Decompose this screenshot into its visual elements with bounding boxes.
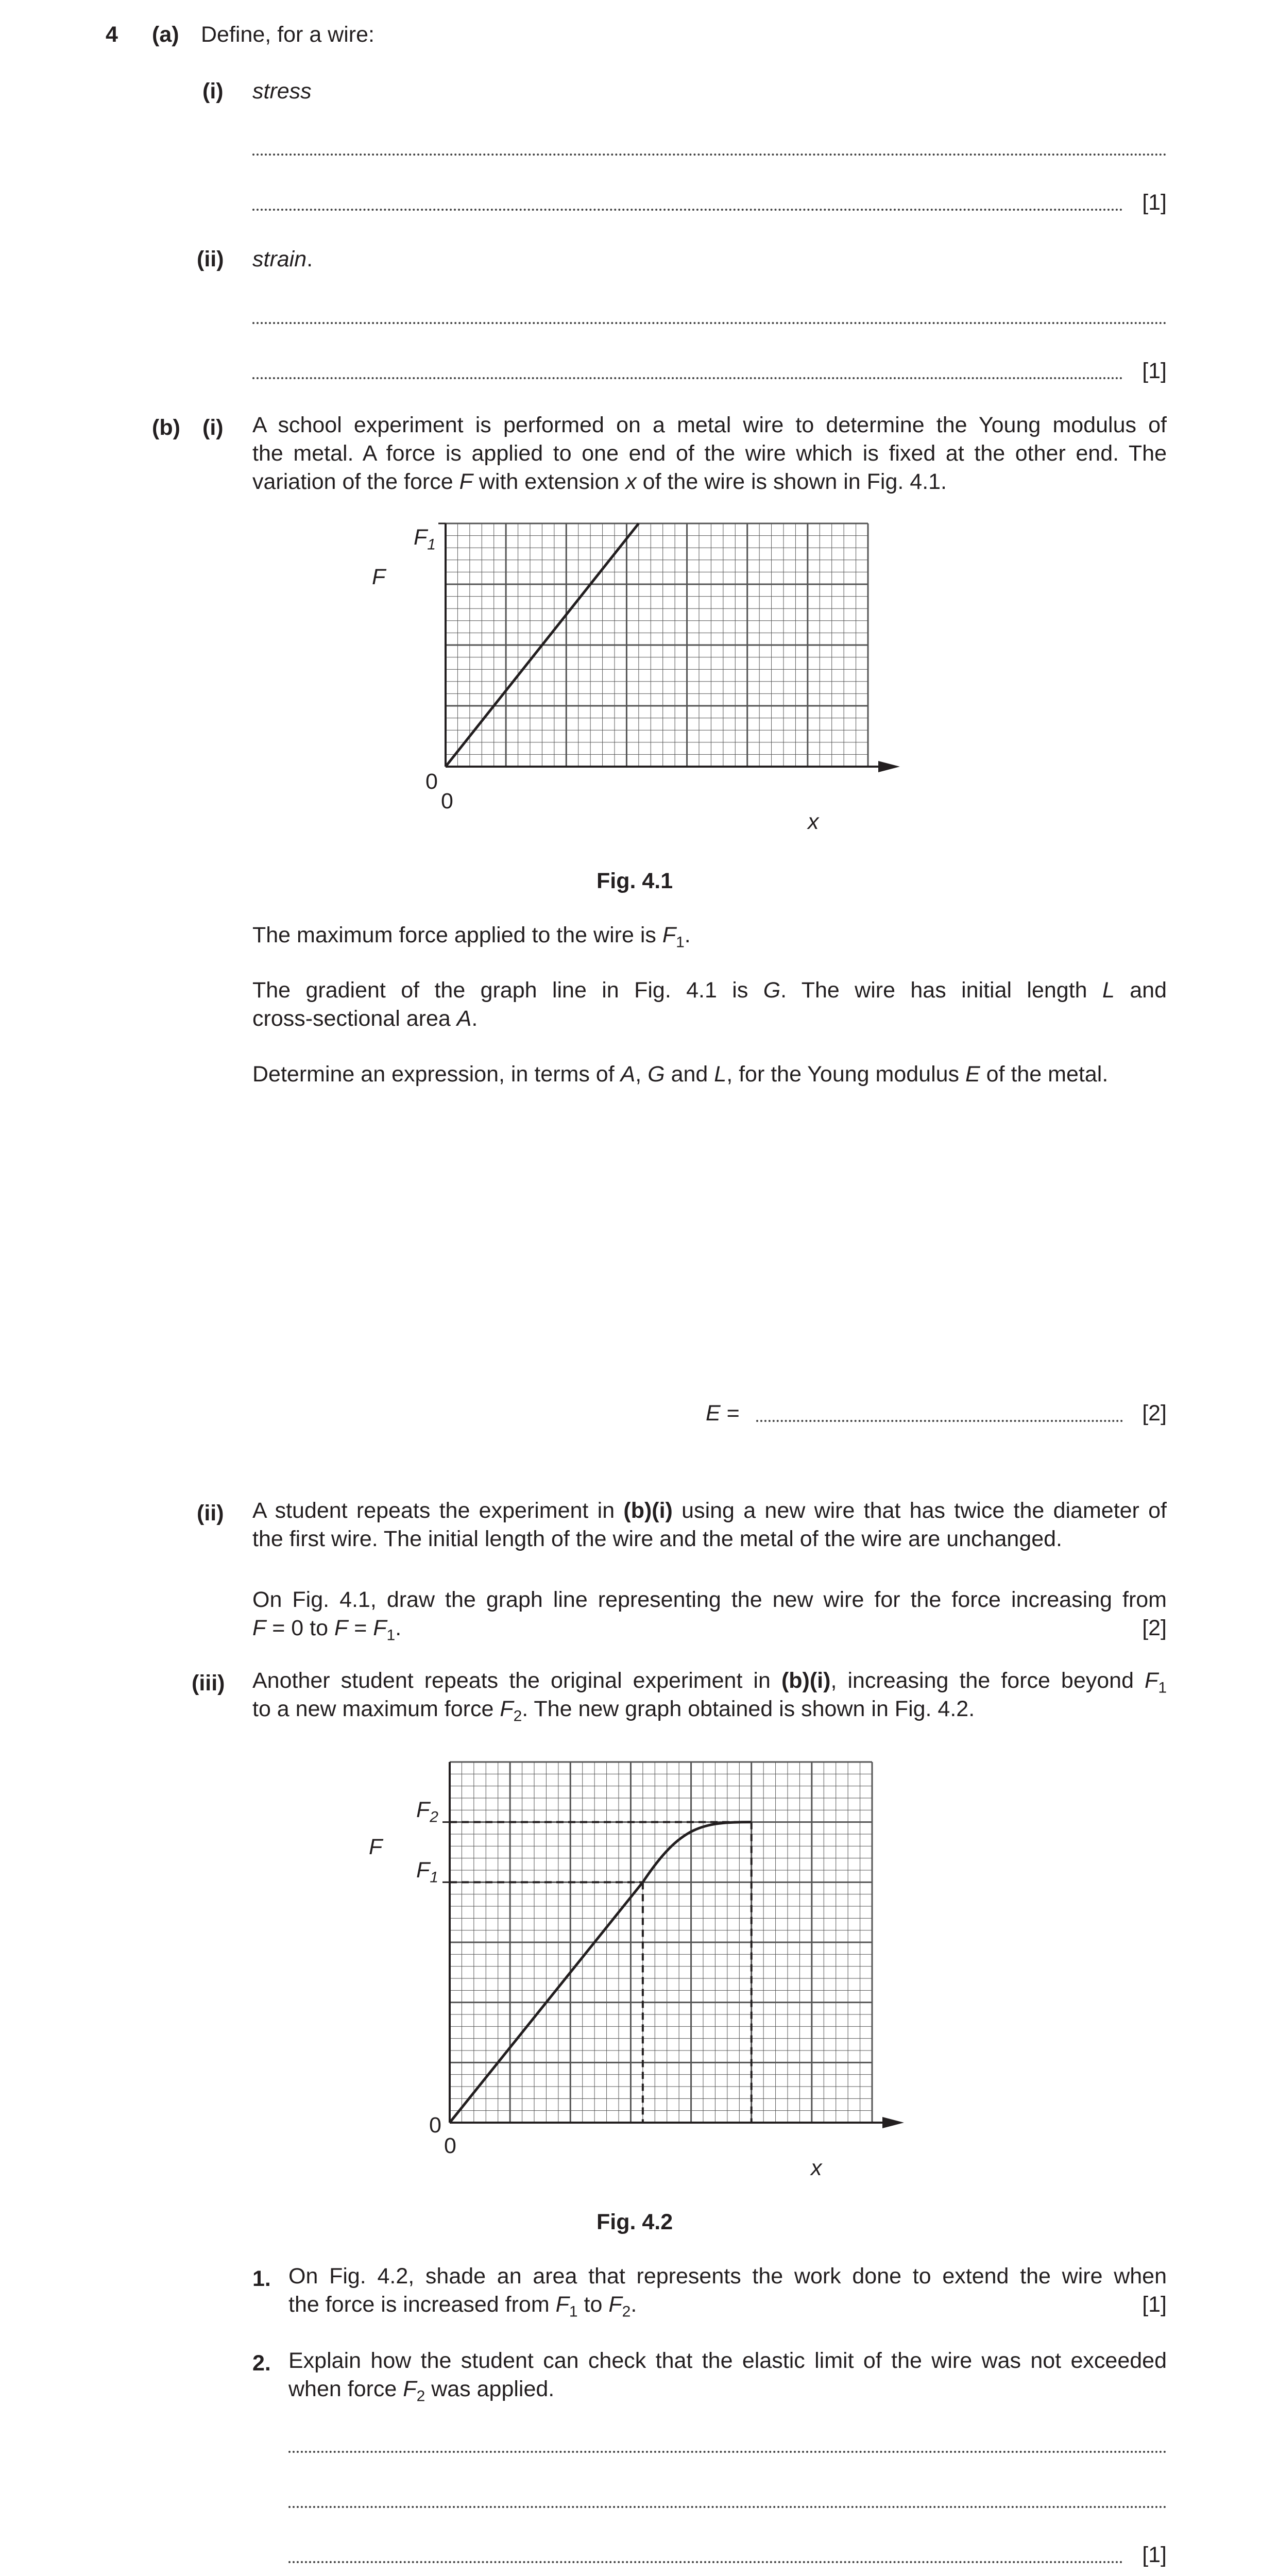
answer-line[interactable]: [288, 2561, 1123, 2563]
fig1-y-origin-label: 0: [425, 769, 438, 794]
text-line: variation of the force F with extension x of the wire is shown in Fig. 4.1.: [252, 469, 947, 494]
text-line: Another student repeats the original experiment in (b)(i), increasing the force beyond $F_1$: [252, 1668, 1167, 1697]
sub-point-1-paragraph: [288, 2262, 1167, 2319]
text-line: the force is increased from $F_1$ to $F_2$.: [288, 2292, 637, 2320]
text-line: On Fig. 4.2, shade an area that represents the work done to extend the wire when: [288, 2264, 1167, 2289]
max-force-text: The maximum force applied to the wire is $F_1$.: [252, 923, 691, 951]
text-line: F = 0 to $F = F_1$.: [252, 1616, 402, 1644]
gradient-paragraph: [252, 976, 1167, 1033]
mark-allocation: [1]: [1142, 2292, 1167, 2317]
sub-point-2-number: 2.: [252, 2351, 271, 2376]
answer-line[interactable]: [252, 209, 1123, 211]
answer-line[interactable]: [288, 2451, 1167, 2453]
mark-allocation: [1]: [1142, 359, 1167, 383]
question-number: 4: [106, 22, 118, 47]
fig1-y-axis-label: F: [372, 565, 386, 589]
fig-4-2-caption: Fig. 4.2: [597, 2210, 673, 2234]
fig2-x-axis-label: x: [811, 2156, 822, 2180]
part-a-ii-term-wrap: [252, 246, 313, 273]
part-a-label: (a): [152, 22, 179, 47]
text-line: the first wire. The initial length of the wire and the metal of the wire are unchanged.: [252, 1527, 1062, 1551]
part-a-i-term: stress: [252, 79, 312, 104]
text-line: to a new maximum force $F_2$. The new graph obtained is shown in Fig. 4.2.: [252, 1697, 975, 1725]
text-line: cross-sectional area A.: [252, 1006, 478, 1031]
fig-4-1-caption: Fig. 4.1: [597, 869, 673, 893]
text-line: the metal. A force is applied to one end of the wire which is fixed at the other end. The: [252, 441, 1167, 466]
mark-allocation: [1]: [1142, 190, 1167, 215]
fig1-x-origin-label: 0: [441, 789, 453, 814]
part-a-i-label: (i): [202, 79, 224, 104]
answer-e-label: E =: [706, 1401, 740, 1426]
mark-allocation: [1]: [1142, 2543, 1167, 2567]
answer-line[interactable]: [252, 377, 1123, 379]
x-axis-arrow: [878, 761, 900, 772]
text-line: On Fig. 4.1, draw the graph line representing the new wire for the force increasing from: [252, 1587, 1167, 1612]
part-b-ii-paragraph: [252, 1497, 1167, 1553]
fig1-y-tick-f1: $F_1$: [414, 525, 436, 553]
sub-point-1-number: 1.: [252, 2266, 271, 2291]
fig2-y-tick-f2: $F_2$: [416, 1798, 438, 1826]
determine-text: Determine an expression, in terms of A, G and L, for the Young modulus E of the metal.: [252, 1062, 1109, 1087]
mark-allocation: [2]: [1142, 1401, 1167, 1426]
x-axis-arrow: [882, 2117, 904, 2128]
fig2-y-origin-label: 0: [429, 2113, 441, 2138]
part-b-i-paragraph: [252, 411, 1167, 496]
part-b-label: (b): [152, 415, 180, 440]
fig2-y-axis-label: F: [369, 1835, 383, 1859]
part-b-ii-instruction: [252, 1586, 1167, 1642]
fig1-x-axis-label: x: [808, 809, 819, 834]
fig-4-2-graph: [361, 1744, 927, 2156]
answer-e-line[interactable]: [756, 1420, 1123, 1422]
text-line: A student repeats the experiment in (b)(i) using a new wire that has twice the diameter of: [252, 1498, 1167, 1523]
text-line: A school experiment is performed on a metal wire to determine the Young modulus of: [252, 413, 1167, 437]
part-a-ii-term-end: .: [306, 247, 313, 272]
answer-line[interactable]: [252, 322, 1167, 324]
part-b-i-label: (i): [202, 415, 224, 440]
answer-line[interactable]: [288, 2506, 1167, 2508]
text-line: The gradient of the graph line in Fig. 4.1 is G. The wire has initial length L and: [252, 978, 1167, 1003]
text-line: when force $F_2$ was applied.: [288, 2377, 555, 2405]
sub-point-2-paragraph: [288, 2347, 1167, 2403]
fig2-y-tick-f1: $F_1$: [416, 1858, 438, 1886]
answer-line[interactable]: [252, 154, 1167, 156]
part-a-ii-term: strain: [252, 247, 307, 272]
part-a-ii-label: (ii): [197, 247, 224, 272]
part-b-iii-label: (iii): [192, 1671, 225, 1696]
text-line: Explain how the student can check that the elastic limit of the wire was not exceeded: [288, 2348, 1167, 2373]
mark-allocation: [2]: [1142, 1616, 1167, 1640]
part-b-ii-label: (ii): [197, 1501, 224, 1526]
part-b-iii-paragraph: [252, 1667, 1167, 1723]
part-a-stem: Define, for a wire:: [201, 22, 374, 47]
fig2-x-origin-label: 0: [444, 2133, 456, 2158]
data-series-line: [450, 1822, 752, 2123]
